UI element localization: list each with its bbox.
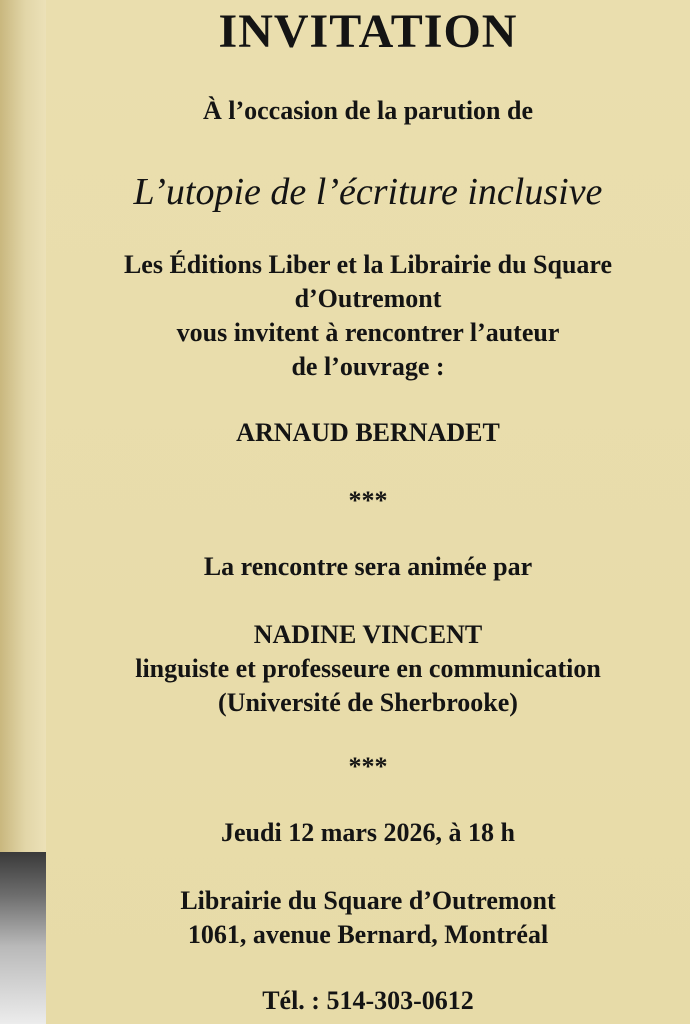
host-affiliation: (Université de Sherbrooke) bbox=[218, 688, 518, 717]
invite-line-2: de l’ouvrage : bbox=[291, 352, 445, 381]
publishers-line-2: d’Outremont bbox=[294, 284, 442, 313]
publishers-line-1: Les Éditions Liber et la Librairie du Square bbox=[123, 250, 613, 279]
invite-line-1: vous invitent à rencontrer l’auteur bbox=[176, 318, 560, 347]
occasion-line: À l’occasion de la parution de bbox=[202, 96, 534, 125]
book-title: L’utopie de l’écriture inclusive bbox=[133, 171, 603, 213]
phone-number: Tél. : 514-303-0612 bbox=[262, 986, 474, 1015]
author-name: ARNAUD BERNADET bbox=[236, 418, 500, 447]
venue-address: 1061, avenue Bernard, Montréal bbox=[187, 920, 549, 949]
invitation-title: INVITATION bbox=[218, 5, 518, 58]
event-date: Jeudi 12 mars 2026, à 18 h bbox=[221, 818, 515, 847]
host-name: NADINE VINCENT bbox=[253, 620, 483, 649]
venue-name: Librairie du Square d’Outremont bbox=[180, 886, 556, 915]
left-dark-corner bbox=[0, 852, 46, 1024]
separator-2: *** bbox=[348, 752, 388, 781]
host-intro: La rencontre sera animée par bbox=[203, 552, 533, 581]
separator-1: *** bbox=[348, 486, 388, 515]
host-title: linguiste et professeure en communication bbox=[135, 654, 601, 683]
